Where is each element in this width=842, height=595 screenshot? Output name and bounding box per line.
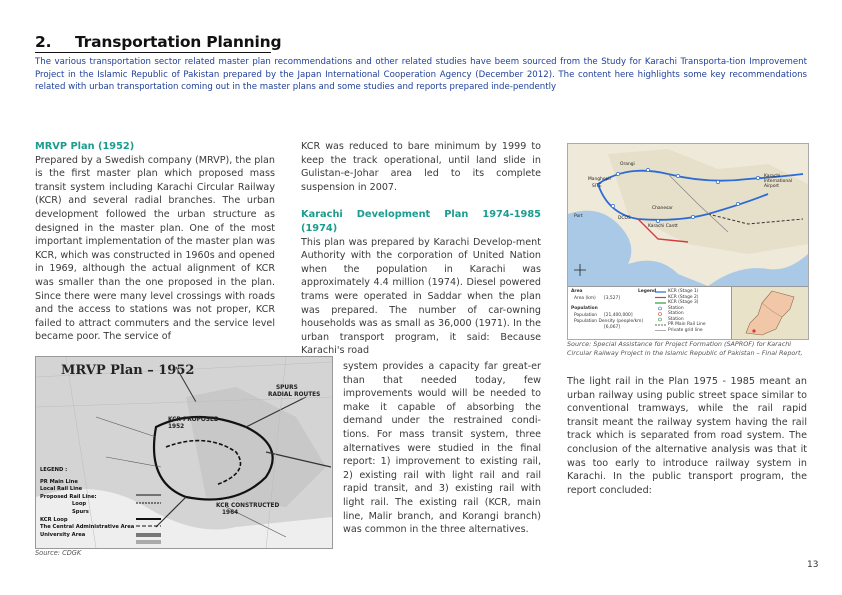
legend-density-row: Population Density (people/km) (574, 319, 644, 324)
legend-item: Private grid line (668, 327, 703, 333)
legend-item: Local Rail Line (40, 486, 83, 493)
legend-item: Proposed Rail Line: (40, 493, 97, 500)
legend-item: Station (668, 305, 684, 311)
column-1 (35, 140, 275, 344)
legend-area-value: [3,527] (604, 296, 620, 301)
kcr-map-drawing (568, 144, 808, 286)
column-3: The light rail in the Plan 1975 - 1985 meant an urban railway using public street space similar to conventional tramways, while the rail rapid transit meant the railway system having the rail track which is separated from road system. The conclusion of the alternative analysis was that it was too early to introduce railway system in Karachi. In the public transport program, the report concluded: (567, 376, 807, 496)
map-label: Manghopir (588, 177, 612, 182)
legend-item: University Area (40, 531, 86, 538)
label-radial-routes: RADIAL ROUTES (268, 392, 321, 398)
legend-item: Station (668, 316, 684, 322)
map-label: Karachi Cantt (648, 224, 678, 229)
legend-item: KCR (Stage 3) (668, 300, 699, 305)
legend-area-title: Area (571, 289, 583, 294)
legend-item: KCR (Stage 2) (668, 294, 699, 300)
legend-item: KCR Loop (40, 516, 68, 523)
label-kcr-proposed-year: 1952 (168, 424, 185, 430)
column-2-top (301, 140, 541, 358)
legend-item: Spurs (72, 508, 89, 515)
section-number: 2. (35, 33, 52, 51)
legend-item: PR Main Line (40, 478, 78, 485)
map-label: Karachi International Airport (764, 174, 793, 189)
legend-population-value: [21,400,000] (604, 313, 633, 318)
kdp-body: This plan was prepared by Karachi Develop-ment Authority with the corporation of United Nation when the population in Karachi was approximately 4.4 million (1974). Diesel powered trams were operated in Saddar when the plan was prepared. The number of car-owning households was as small as 36,000 (1971). In the urban transport program, it said: Because Karachi's road (301, 236, 541, 357)
kcr-map (567, 143, 809, 340)
label-kcr-constructed: KCR CONSTRUCTED (216, 503, 280, 509)
legend-item: Loop (72, 501, 87, 508)
map-label: DCOS (618, 216, 631, 221)
map-label: SITE (592, 184, 602, 189)
figure-left-source: Source: CDGK (35, 549, 82, 557)
label-spurs: SPURS (276, 385, 298, 391)
map-label: Port (574, 214, 583, 219)
map-label: Chanesar (652, 206, 673, 211)
column-2-bottom: system provides a capacity far great-er than that needed today, few improvements would will be needed to make it capable of absorbing the demand under the restrained condi-tions. For mass transit system, three alternatives were studied in the final report: 1) improvement to existing rail, 2) existing rail with light rail and rail rapid transit, and 3) existing rail with light rail. The existing rail (KCR, main line, Malir branch, and Korangi branch) was common in the three alternatives. (343, 361, 541, 536)
legend-title: LEGEND : (40, 467, 68, 473)
legend-item: PR Main Rail Line (668, 322, 706, 327)
page-number: 13 (807, 560, 819, 570)
kdp-heading: Karachi Development Plan 1974-1985 (1974) (301, 209, 541, 234)
legend-item: KCR (Stage 1) (668, 289, 699, 294)
legend-item: Station (668, 311, 684, 316)
label-kcr-constructed-year: 1964 (222, 510, 239, 516)
figure-right-source: Source: Special Assistance for Project Formation (SAPROF) for Karachi Circular Railway Project in the Islamic Republic of Pakistan – Final Report, (567, 340, 803, 357)
kcr-continuation: KCR was reduced to bare minimum by 1999 to keep the track operational, until land slide in Gulistan-e-Johar area led to its complete suspension in 2007. (301, 141, 541, 193)
legend-title: Legend (638, 289, 657, 294)
pakistan-inset-map (731, 286, 809, 340)
kcr-map-legend (568, 286, 731, 340)
mrvp-heading: MRVP Plan (1952) (35, 141, 135, 152)
mrvp-body: Prepared by a Swedish company (MRVP), the plan is the first master plan which proposed mass transit system including Karachi Circular Railway (KCR) and several radial branches. The urban development followed the urban structure as designed in the master plan. One of the most important implementation of the master plan was KCR, which was constructed in 1960s and opened in 1969, although the actual alignment of KCR was smaller than the one proposed in the plan. Since there were many level crossings with roads and the access to stations was not proper, KCR failed to attract commuters and the service level became poor. The service of (35, 154, 275, 343)
legend-swatches (654, 289, 667, 335)
legend-item: The Central Administrative Area (40, 524, 135, 531)
section-title (35, 33, 281, 51)
legend-list (668, 289, 706, 333)
label-kcr-proposed: KCR PROPOSED (168, 417, 219, 423)
map-legend (40, 467, 170, 539)
legend-area-row: Area (km) (574, 296, 596, 301)
legend-density-value: [6,067] (604, 325, 620, 330)
legend-population-row: Population (574, 313, 598, 318)
section-title-text: Transportation Planning (75, 33, 282, 51)
inset-map-drawing (732, 287, 809, 340)
intro-paragraph: The various transportation sector related master plan recommendations and other related studies have beem sourced from the Study for Karachi Transporta-tion Improvement Project in the Islamic Republic of Pakistan prepared by the Japan International Cooperation Agency (December 2012). The content here highlights some key recommendations related with urban transportation coming out in the master plans and some studies and reports prepared inde-pendently (35, 57, 807, 92)
title-underline (35, 52, 271, 53)
map-label: Orangi (620, 162, 635, 167)
mrvp-plan-map (35, 356, 333, 549)
map-title: MRVP Plan – 1952 (61, 363, 195, 378)
legend-population-title: Population (571, 306, 598, 311)
